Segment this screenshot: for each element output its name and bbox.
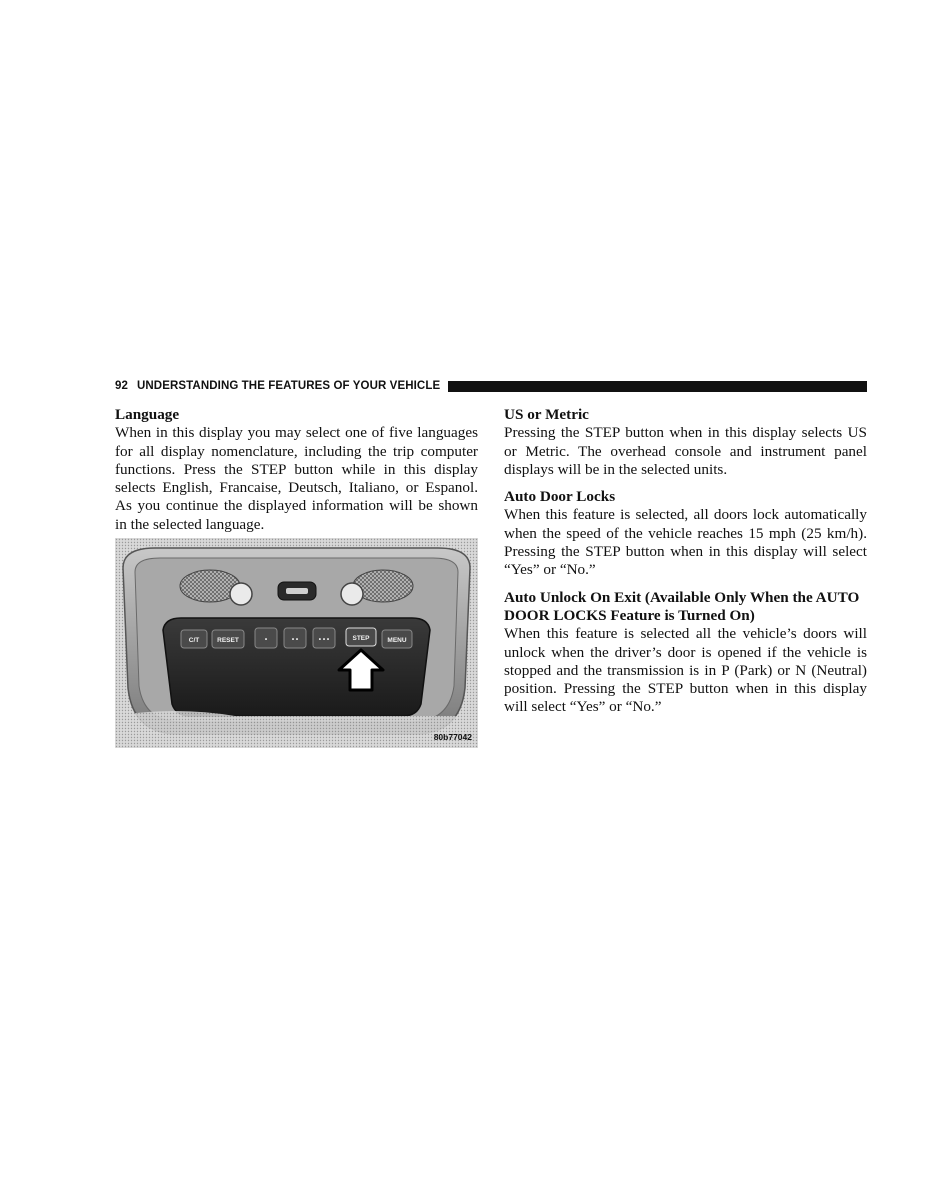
language-paragraph: When in this display you may select one of five languages for all display nomenclature, including the trip computer functions. Press the STEP button while in this display selects English, Francaise, Deutsch, Italiano, or Espanol. As you continue the displayed information will be shown in the selected language.: [115, 424, 478, 533]
preset-2-label: • •: [291, 636, 299, 643]
overhead-console-figure: [115, 538, 478, 748]
page-header: [115, 378, 867, 394]
header-rule: [448, 381, 867, 392]
us-metric-heading: US or Metric: [504, 406, 589, 423]
page-number: 92: [115, 380, 128, 392]
right-column: [504, 406, 867, 726]
left-column: [115, 406, 478, 543]
auto-unlock-heading: Auto Unlock On Exit (Available Only When the AUTO DOOR LOCKS Feature is Turned On): [504, 588, 860, 624]
figure-id: 80b77042: [433, 732, 472, 742]
preset-3-label: • • •: [318, 636, 330, 643]
auto-door-locks-paragraph: When this feature is selected, all doors lock automatically when the speed of the vehicle reaches 15 mph (25 km/h). Pressing the STEP button when in this display will select “Yes” or “No.”: [504, 506, 867, 579]
chapter-title: UNDERSTANDING THE FEATURES OF YOUR VEHICLE: [137, 380, 441, 392]
ct-button-label: C/T: [188, 637, 200, 644]
left-lamp-switch-icon: [230, 583, 252, 605]
overhead-console-illustration: [115, 538, 478, 748]
preset-1-label: •: [264, 636, 268, 643]
menu-button-label: MENU: [387, 637, 407, 644]
reset-button-label: RESET: [217, 637, 239, 644]
step-button-label: STEP: [352, 635, 370, 642]
us-metric-paragraph: Pressing the STEP button when in this display selects US or Metric. The overhead console and instrument panel displays will be in the selected units.: [504, 424, 867, 478]
auto-door-locks-heading: Auto Door Locks: [504, 488, 616, 506]
language-heading: Language: [115, 406, 180, 423]
right-lamp-switch-icon: [341, 583, 363, 605]
auto-unlock-paragraph: When this feature is selected all the vehicle’s doors will unlock when the driver’s door is opened if the vehicle is stopped and the transmission is in P (Park) or N (Neutral) position. Pressing the STEP button when in this display will select “Yes” or “No.”: [504, 625, 867, 716]
